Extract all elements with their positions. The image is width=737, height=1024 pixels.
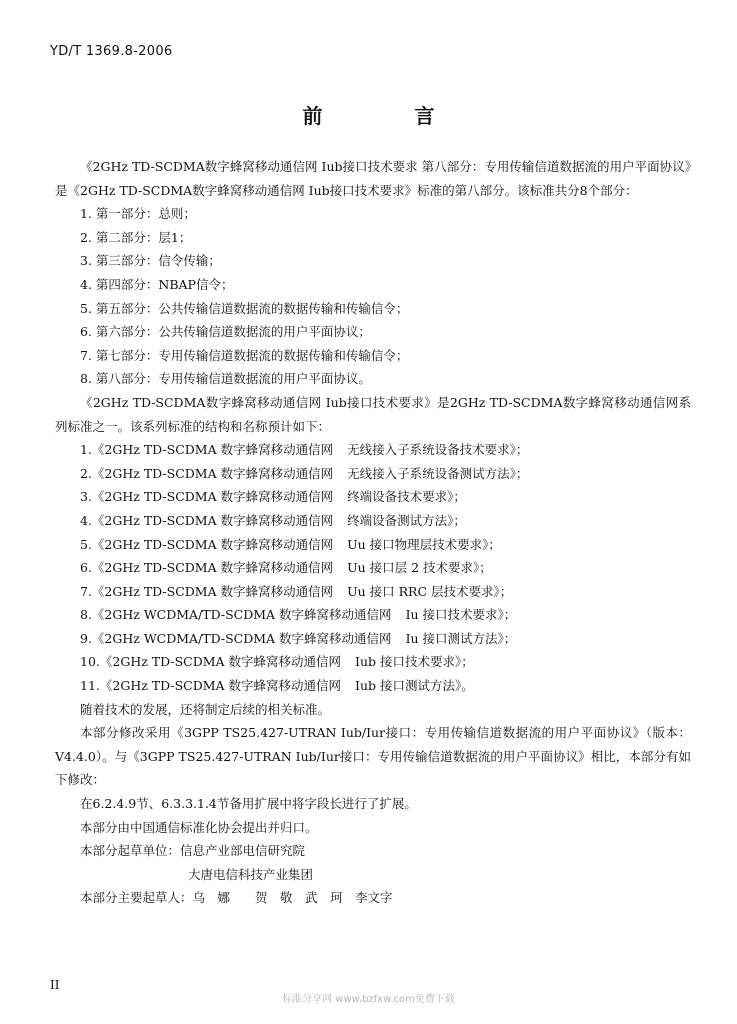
series-title: 11.《2GHz TD-SCDMA 数字蜂窝移动通信网 bbox=[80, 678, 342, 694]
series-title: 8.《2GHz WCDMA/TD-SCDMA 数字蜂窝移动通信网 bbox=[80, 607, 392, 623]
series-title: 4.《2GHz TD-SCDMA 数字蜂窝移动通信网 bbox=[80, 512, 334, 528]
page-title: 前 言 bbox=[302, 104, 471, 128]
series-subtitle: Uu 接口物理层技术要求》； bbox=[347, 536, 501, 552]
page-number: II bbox=[50, 978, 60, 992]
list-item bbox=[55, 438, 691, 462]
list-item bbox=[55, 627, 691, 651]
drafters: 本部分主要起草人：乌 娜 贺 敬 武 珂 李文字 bbox=[80, 890, 393, 906]
series-title: 7.《2GHz TD-SCDMA 数字蜂窝移动通信网 bbox=[80, 583, 334, 599]
series-subtitle: 无线接入子系统设备技术要求》； bbox=[347, 442, 529, 458]
watermark: 标准分享网 www.bzfxw.com免费下载 bbox=[282, 994, 455, 1005]
list-item bbox=[55, 556, 691, 580]
list-item: 3. 第三部分：信令传输； bbox=[80, 253, 221, 269]
series-subtitle: 终端设备测试方法》； bbox=[347, 512, 466, 528]
series-subtitle: 终端设备技术要求》； bbox=[347, 489, 466, 505]
list-item: 6. 第六部分：公共传输信道数据流的用户平面协议； bbox=[80, 324, 371, 340]
list-item bbox=[55, 509, 691, 533]
series-list bbox=[55, 438, 691, 698]
drafting-unit-second: 大唐电信科技产业集团 bbox=[188, 866, 314, 882]
proposer-note: 本部分由中国通信标准化协会提出并归口。 bbox=[80, 819, 318, 835]
series-subtitle: Uu 接口层 2 技术要求》； bbox=[347, 560, 492, 576]
modification-note: 在6.2.4.9节、6.3.3.1.4节备用扩展中将字段长进行了扩展。 bbox=[80, 796, 417, 812]
parts-list bbox=[55, 202, 691, 391]
series-title: 9.《2GHz WCDMA/TD-SCDMA 数字蜂窝移动通信网 bbox=[80, 630, 392, 646]
standard-code: YD/T 1369.8-2006 bbox=[50, 44, 173, 59]
list-item: 8. 第八部分：专用传输信道数据流的用户平面协议。 bbox=[80, 371, 371, 387]
series-subtitle: Uu 接口 RRC 层技术要求》； bbox=[347, 583, 513, 599]
list-item bbox=[55, 580, 691, 604]
list-item: 7. 第七部分：专用传输信道数据流的数据传输和传输信令； bbox=[80, 347, 409, 363]
list-item: 5. 第五部分：公共传输信道数据流的数据传输和传输信令； bbox=[80, 300, 409, 316]
list-item bbox=[55, 485, 691, 509]
series-title: 10.《2GHz TD-SCDMA 数字蜂窝移动通信网 bbox=[80, 654, 342, 670]
intro-paragraph: 《2GHz TD-SCDMA数字蜂窝移动通信网 Iub接口技术要求 第八部分：专用传输信道数据流的用户平面协议》是《2GHz TD-SCDMA数字蜂窝移动通信网 Iub接口技术要求》标准的第八部分。该标准共分8个部分： bbox=[55, 159, 691, 198]
series-title: 6.《2GHz TD-SCDMA 数字蜂窝移动通信网 bbox=[80, 560, 334, 576]
list-item: 4. 第四部分：NBAP信令； bbox=[80, 276, 234, 292]
series-title: 5.《2GHz TD-SCDMA 数字蜂窝移动通信网 bbox=[80, 536, 334, 552]
future-note: 随着技术的发展，还将制定后续的相关标准。 bbox=[80, 701, 331, 717]
drafting-units: 本部分起草单位：信息产业部电信研究院 bbox=[80, 843, 306, 859]
series-title: 3.《2GHz TD-SCDMA 数字蜂窝移动通信网 bbox=[80, 489, 334, 505]
series-title: 1.《2GHz TD-SCDMA 数字蜂窝移动通信网 bbox=[80, 442, 334, 458]
series-intro-paragraph: 《2GHz TD-SCDMA数字蜂窝移动通信网 Iub接口技术要求》是2GHz TD-SCDMA数字蜂窝移动通信网系列标准之一。该系列标准的结构和名称预计如下： bbox=[55, 394, 691, 434]
document-body bbox=[55, 155, 691, 910]
series-subtitle: 无线接入子系统设备测试方法》； bbox=[347, 465, 529, 481]
list-item: 1. 第一部分：总则； bbox=[80, 206, 196, 222]
series-subtitle: Iub 接口测试方法》。 bbox=[355, 678, 474, 694]
list-item bbox=[55, 533, 691, 557]
series-subtitle: Iu 接口测试方法》； bbox=[405, 630, 517, 646]
adoption-paragraph: 本部分修改采用《3GPP TS25.427-UTRAN Iub/Iur接口：专用传输信道数据流的用户平面协议》（版本：V4.4.0）。与《3GPP TS25.427-UTRAN Iub/Iur接口：专用传输信道数据流的用户平面协议》相比，本部分有如下修改： bbox=[55, 725, 691, 788]
list-item bbox=[55, 603, 691, 627]
list-item bbox=[55, 674, 691, 698]
series-subtitle: Iu 接口技术要求》； bbox=[405, 607, 517, 623]
list-item bbox=[55, 650, 691, 674]
list-item bbox=[55, 462, 691, 486]
list-item: 2. 第二部分：层1； bbox=[80, 229, 192, 245]
series-subtitle: Iub 接口技术要求》； bbox=[355, 654, 474, 670]
series-title: 2.《2GHz TD-SCDMA 数字蜂窝移动通信网 bbox=[80, 465, 334, 481]
